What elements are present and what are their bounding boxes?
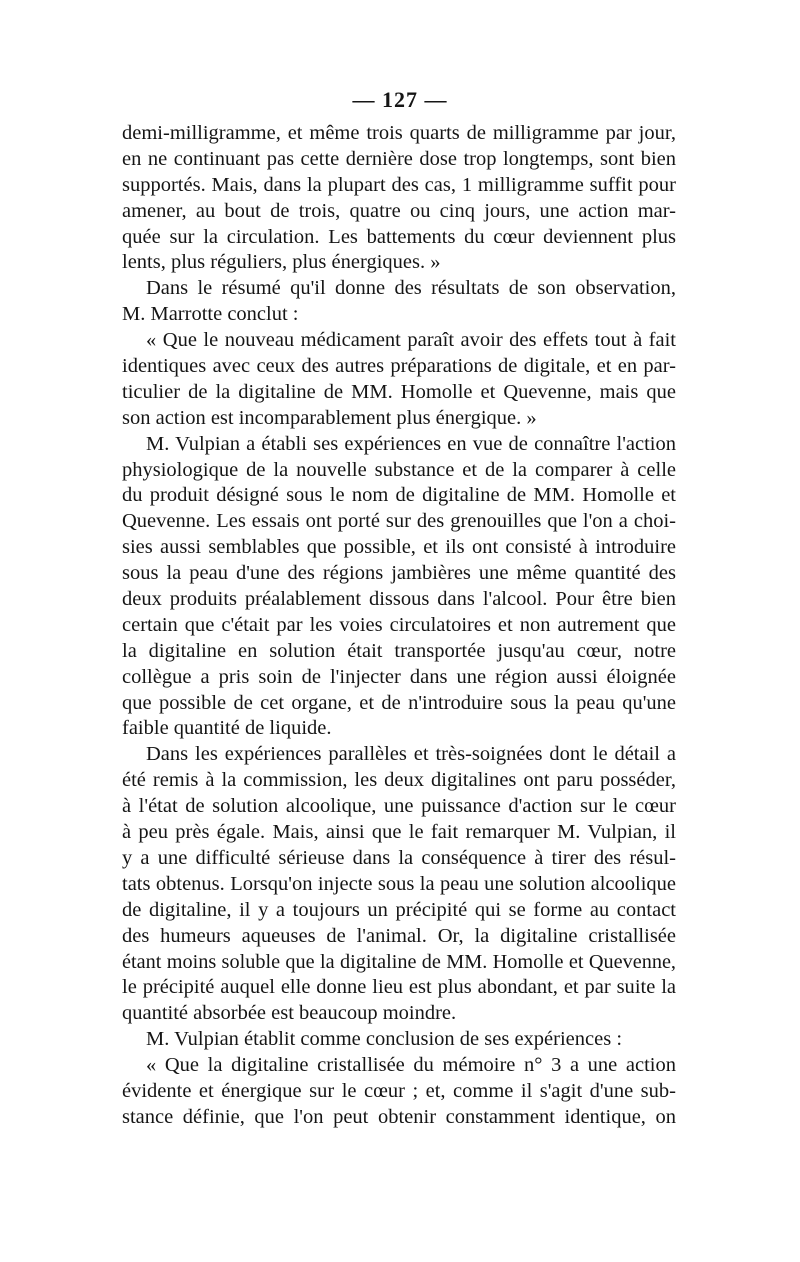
text-line: deux produits préalablement dissous dans l'alcool. Pour être bien [122,588,676,611]
text-line: en ne continuant pas cette dernière dose trop longtemps, sont bien [122,147,676,170]
text-line: M. Vulpian établit comme conclusion de ses expériences : [146,1028,623,1051]
text-line: que possible de cet organe, et de n'introduire sous la peau qu'une [122,691,676,714]
text-line: faible quantité de liquide. [122,717,332,740]
text-line: identiques avec ceux des autres préparations de digitale, et en par- [122,355,676,378]
text-line: stance définie, que l'on peut obtenir constamment identique, on [122,1105,676,1128]
text-line: demi-milligramme, et même trois quarts de milligramme par jour, [122,122,676,144]
text-line: « Que le nouveau médicament paraît avoir des effets tout à fait [146,329,676,352]
text-line: à peu près égale. Mais, ainsi que le fait remarquer M. Vulpian, il [122,821,676,844]
text-line: sies aussi semblables que possible, et ils ont consisté à introduire [122,536,676,559]
text-line: évidente et énergique sur le cœur ; et, comme il s'agit d'une sub- [122,1079,676,1102]
text-line: sous la peau d'une des régions jambières une même quantité des [122,562,676,585]
text-line: la digitaline en solution était transportée jusqu'au cœur, notre [122,639,676,662]
text-line: son action est incomparablement plus énergique. » [122,406,537,429]
text-line: le précipité auquel elle donne lieu est plus abondant, et par suite la [122,976,676,999]
text-line: de digitaline, il y a toujours un précipité qui se forme au contact [122,898,676,921]
text-line: Dans le résumé qu'il donne des résultats de son observation, [146,277,676,300]
text-line: certain que c'était par les voies circulatoires et non autrement que [122,613,676,636]
text-line: lents, plus réguliers, plus énergiques. » [122,251,441,274]
text-line: tats obtenus. Lorsqu'on injecte sous la peau une solution alcoolique [122,872,676,895]
text-line: Dans les expériences parallèles et très-soignées dont le détail a [146,743,676,766]
page-number: — 127 — [352,87,448,112]
text-line: des humeurs aqueuses de l'animal. Or, la digitaline cristallisée [122,924,676,947]
text-line: y a une difficulté sérieuse dans la conséquence à tirer des résul- [122,846,676,869]
text-line: physiologique de la nouvelle substance et de la comparer à celle [122,458,676,481]
text-line: Quevenne. Les essais ont porté sur des grenouilles que l'on a choi- [122,510,676,533]
text-line: quée sur la circulation. Les battements du cœur deviennent plus [122,225,676,248]
text-line: « Que la digitaline cristallisée du mémoire n° 3 a une action [146,1054,676,1077]
text-line: ticulier de la digitaline de MM. Homolle et Quevenne, mais que [122,380,676,403]
text-line: à l'état de solution alcoolique, une puissance d'action sur le cœur [122,795,676,818]
text-line: collègue a pris soin de l'injecter dans une région aussi éloignée [122,665,676,688]
text-line: été remis à la commission, les deux digitalines ont paru posséder, [122,769,676,792]
text-line: M. Vulpian a établi ses expériences en vue de connaître l'action [146,432,676,455]
text-line: du produit désigné sous le nom de digitaline de MM. Homolle et [122,484,676,507]
text-line: quantité absorbée est beaucoup moindre. [122,1002,457,1025]
text-line: amener, au bout de trois, quatre ou cinq jours, une action mar- [122,199,676,222]
text-line: étant moins soluble que la digitaline de MM. Homolle et Quevenne, [122,950,676,973]
text-line: supportés. Mais, dans la plupart des cas, 1 milligramme suffit pour [122,173,676,196]
body-text [122,121,676,1131]
text-line: M. Marrotte conclut : [122,303,299,326]
